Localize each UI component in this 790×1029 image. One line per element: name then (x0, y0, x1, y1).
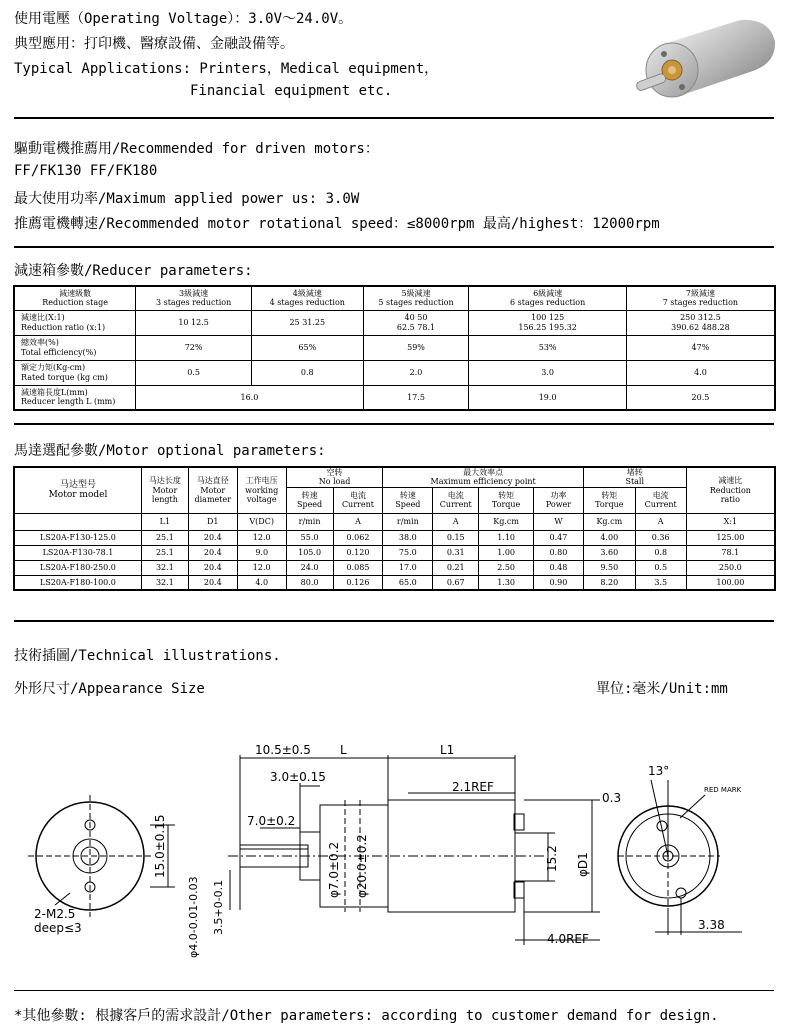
table-cell: 12.0 (237, 560, 286, 575)
table-cell: 堵转 Stall (583, 467, 686, 487)
table-cell: 0.36 (635, 530, 686, 545)
table-cell: LS20A-F180-100.0 (14, 575, 141, 590)
table-cell: 0.21 (433, 560, 479, 575)
table-cell: 20.4 (188, 575, 237, 590)
table-cell: L1 (141, 513, 188, 530)
table-cell: 38.0 (383, 530, 433, 545)
table-cell: 55.0 (286, 530, 333, 545)
table-cell: 0.31 (433, 545, 479, 560)
table-cell: 20.4 (188, 560, 237, 575)
table-cell: 4級減速 4 stages reduction (251, 286, 363, 310)
table-cell: 0.062 (333, 530, 383, 545)
table-cell: 減速比(X:1) Reduction ratio (x:1) (14, 310, 136, 335)
table-cell: 65% (251, 335, 363, 360)
table-cell: 0.8 (251, 360, 363, 385)
table-cell: 總效率(%) Total efficiency(%) (14, 335, 136, 360)
table-cell: 电流 Current (433, 487, 479, 513)
dim-label: φ4.0-0.01-0.03 (187, 876, 200, 958)
table-cell: 9.0 (237, 545, 286, 560)
table-cell: 19.0 (469, 385, 627, 410)
table-cell: 功率 Power (534, 487, 584, 513)
typical-applications-zh: 典型應用：打印機、醫療設備、金融設備等。 (14, 36, 294, 52)
appearance-size: 外形尺寸/Appearance Size (14, 681, 205, 697)
dim-label: 10.5±0.5 (255, 743, 311, 757)
dim-label: 3.0±0.15 (270, 770, 326, 784)
table-cell: 马达长度 Motor length (141, 467, 188, 513)
max-power: 最大使用功率/Maximum applied power us: 3.0W (14, 191, 360, 207)
table-cell: 16.0 (136, 385, 363, 410)
table-cell: r/min (383, 513, 433, 530)
dim-label: 3.5+0-0.1 (212, 879, 225, 935)
dim-label: L1 (440, 743, 455, 757)
table-cell: 59% (363, 335, 469, 360)
table-cell: 电流 Current (333, 487, 383, 513)
dim-label: φ7.0±0.2 (327, 841, 341, 898)
table-cell: 1.30 (479, 575, 534, 590)
table-cell: 78.1 (686, 545, 775, 560)
table-cell: 马达型号 Motor model (14, 467, 141, 513)
table-cell: 32.1 (141, 560, 188, 575)
red-mark-label: RED MARK (704, 786, 742, 794)
table-cell: 47% (626, 335, 775, 360)
table-cell: 7級減速 7 stages reduction (626, 286, 775, 310)
dim-label: 13° (648, 764, 670, 778)
dim-label: 15.0±0.15 (153, 814, 167, 878)
dim-label: 0.3 (602, 791, 622, 805)
table-cell: 2.0 (363, 360, 469, 385)
table-cell: 5級減速 5 stages reduction (363, 286, 469, 310)
table-cell: 4.0 (626, 360, 775, 385)
table-cell: LS20A-F180-250.0 (14, 560, 141, 575)
dim-label: 4.0REF (547, 932, 589, 946)
table-cell: 80.0 (286, 575, 333, 590)
table-cell: 250.0 (686, 560, 775, 575)
table-cell: X:1 (686, 513, 775, 530)
table-cell: 100 125 156.25 195.32 (469, 310, 627, 335)
table-cell: 最大效率点 Maximum efficiency point (383, 467, 583, 487)
table-cell: 0.67 (433, 575, 479, 590)
dim-label: φD1 (576, 852, 590, 877)
dim-label: 2-M2.5 (34, 907, 76, 921)
table-cell: D1 (188, 513, 237, 530)
table-cell: A (333, 513, 383, 530)
dim-label: φ20.0±0.2 (355, 834, 369, 898)
dim-label: 3.38 (698, 918, 725, 932)
table-cell: 53% (469, 335, 627, 360)
recommended-title: 驅動電機推薦用/Recommended for driven motors： (14, 141, 379, 157)
table-cell: 0.8 (635, 545, 686, 560)
table-cell: 4.00 (583, 530, 635, 545)
dim-label: 7.0±0.2 (247, 814, 296, 828)
table-cell: LS20A-F130-78.1 (14, 545, 141, 560)
table-cell: A (433, 513, 479, 530)
recommended-speed: 推薦電機轉速/Recommended motor rotational speed：≤8000rpm 最高/highest：12000rpm (14, 216, 660, 232)
table-cell: A (635, 513, 686, 530)
table-cell: 65.0 (383, 575, 433, 590)
table-cell: 17.5 (363, 385, 469, 410)
table-cell: 0.15 (433, 530, 479, 545)
table-cell: 电流 Current (635, 487, 686, 513)
table-cell: Kg.cm (583, 513, 635, 530)
table-cell: 72% (136, 335, 252, 360)
table-cell: 转矩 Torque (479, 487, 534, 513)
recommended-motors: FF/FK130 FF/FK180 (14, 163, 158, 179)
table-cell: 转速 Speed (286, 487, 333, 513)
table-cell: 6級減速 6 stages reduction (469, 286, 627, 310)
table-cell: 0.126 (333, 575, 383, 590)
table-cell: 转速 Speed (383, 487, 433, 513)
table-cell: 3.0 (469, 360, 627, 385)
table-cell: 空转 No load (286, 467, 383, 487)
table-cell: LS20A-F130-125.0 (14, 530, 141, 545)
table-cell: 20.4 (188, 545, 237, 560)
footer-note: *其他參數: 根據客戶的需求設計/Other parameters: according to customer demand for design. (14, 1008, 719, 1024)
table-cell: 32.1 (141, 575, 188, 590)
table-cell: 減速級數 Reduction stage (14, 286, 136, 310)
typical-applications-en-cont: Financial equipment etc. (190, 83, 393, 99)
table-cell: 0.120 (333, 545, 383, 560)
table-cell: 9.50 (583, 560, 635, 575)
table-cell: 20.5 (626, 385, 775, 410)
dim-label: L (340, 743, 347, 757)
table-cell: 3.60 (583, 545, 635, 560)
table-cell: 75.0 (383, 545, 433, 560)
reducer-title: 減速箱參數/Reducer parameters: (14, 263, 253, 279)
table-cell: 转矩 Torque (583, 487, 635, 513)
table-cell: 25 31.25 (251, 310, 363, 335)
table-cell: Kg.cm (479, 513, 534, 530)
dim-label: 2.1REF (452, 780, 494, 794)
table-cell: 0.5 (136, 360, 252, 385)
table-cell: 20.4 (188, 530, 237, 545)
table-cell: 額定力矩(Kg-cm) Rated torque (kg cm) (14, 360, 136, 385)
table-cell: 0.47 (534, 530, 584, 545)
table-cell: 105.0 (286, 545, 333, 560)
table-cell: 10 12.5 (136, 310, 252, 335)
table-cell: 125.00 (686, 530, 775, 545)
unit-label: 單位:毫米/Unit:mm (596, 681, 728, 697)
table-cell: 24.0 (286, 560, 333, 575)
table-cell: 工作电压 working voltage (237, 467, 286, 513)
table-cell: 17.0 (383, 560, 433, 575)
table-cell: 25.1 (141, 530, 188, 545)
table-cell: 8.20 (583, 575, 635, 590)
table-cell: 减速比 Reduction ratio (686, 467, 775, 513)
tech-title: 技術插圖/Technical illustrations. (14, 648, 281, 664)
table-cell: 250 312.5 390.62 488.28 (626, 310, 775, 335)
dim-label: deep≤3 (34, 921, 82, 935)
table-cell: 4.0 (237, 575, 286, 590)
table-cell: 2.50 (479, 560, 534, 575)
table-cell: 25.1 (141, 545, 188, 560)
table-cell: 0.085 (333, 560, 383, 575)
divider (14, 990, 774, 991)
table-cell: 40 50 62.5 78.1 (363, 310, 469, 335)
table-cell: 0.48 (534, 560, 584, 575)
table-cell: 马达直径 Motor diameter (188, 467, 237, 513)
table-cell: 100.00 (686, 575, 775, 590)
table-cell: W (534, 513, 584, 530)
table-cell: 減速箱長度L(mm) Reducer length L (mm) (14, 385, 136, 410)
table-cell: 3.5 (635, 575, 686, 590)
table-cell: 0.90 (534, 575, 584, 590)
table-cell: V(DC) (237, 513, 286, 530)
table-cell: 12.0 (237, 530, 286, 545)
table-cell: 1.00 (479, 545, 534, 560)
operating-voltage: 使用電壓（Operating Voltage）：3.0V～24.0V。 (14, 11, 353, 27)
table-cell: 1.10 (479, 530, 534, 545)
table-cell: r/min (286, 513, 333, 530)
typical-applications-en: Typical Applications: Printers，Medical equipment， (14, 61, 439, 77)
table-cell: 0.5 (635, 560, 686, 575)
table-cell: 3級減速 3 stages reduction (136, 286, 252, 310)
table-cell: 0.80 (534, 545, 584, 560)
dim-label: 15.2 (545, 845, 559, 872)
motor-params-title: 馬達選配參數/Motor optional parameters: (14, 443, 326, 459)
